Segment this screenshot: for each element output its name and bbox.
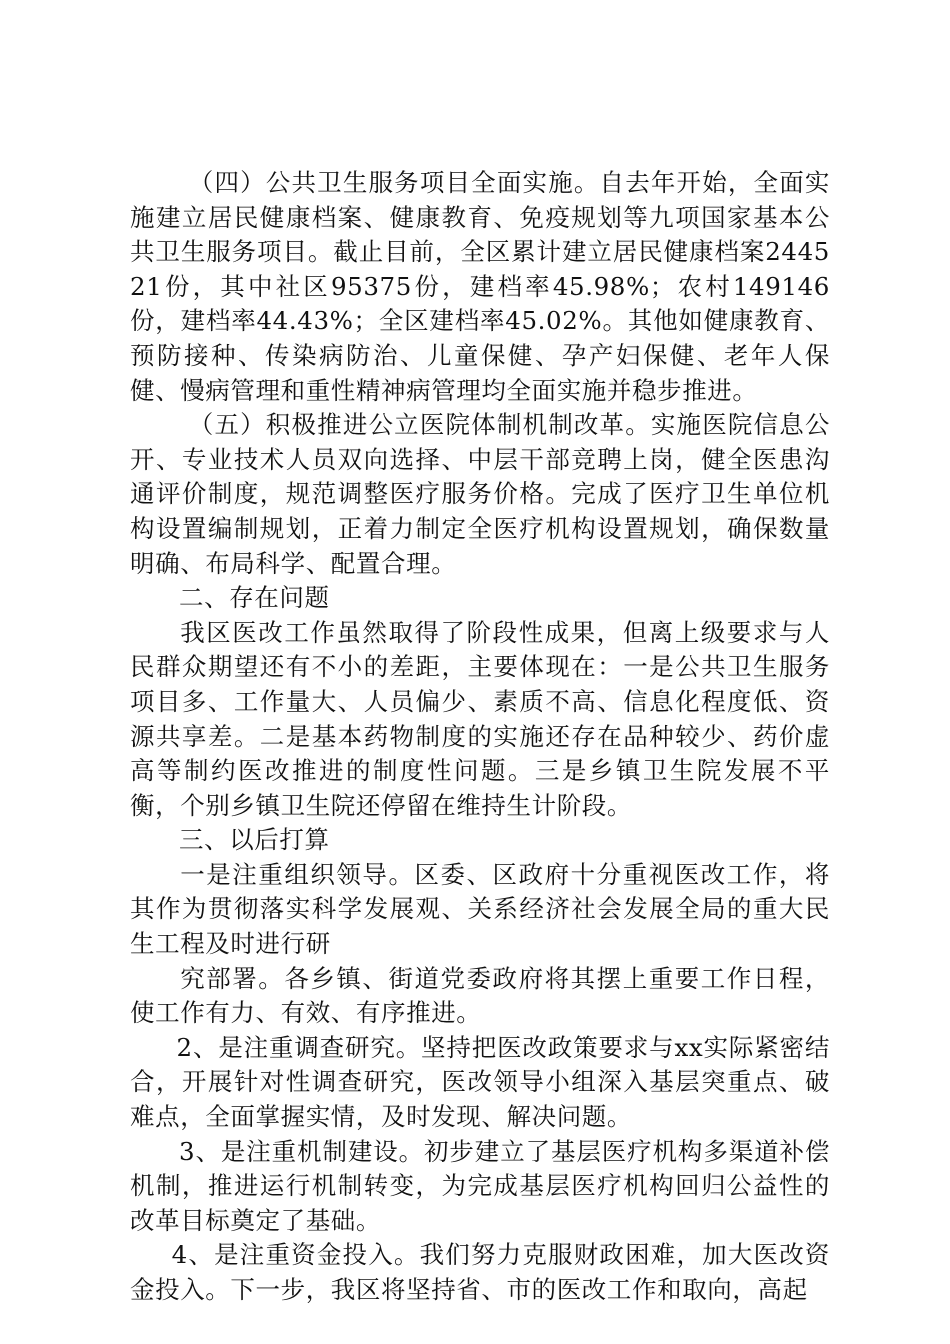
document-body	[130, 166, 830, 1308]
paragraph-hospital-reform: （五）积极推进公立医院体制机制改革。实施医院信息公开、专业技术人员双向选择、中层干部竞聘上岗，健全医患沟通评价制度，规范调整医疗服务价格。完成了医疗卫生单位机构设置编制规划，正着力制定全医疗机构设置规划，确保数量明确、布局科学、配置合理。	[130, 410, 830, 578]
heading-plans: 三、以后打算	[179, 825, 330, 855]
heading-problems: 二、存在问题	[179, 583, 330, 613]
paragraph-plan-funding: 4、是注重资金投入。我们努力克服财政困难，加大医改资金投入。下一步，我区将坚持省、市的医改工作和取向，高起	[130, 1240, 830, 1304]
paragraph-problems: 我区医改工作虽然取得了阶段性成果，但离上级要求与人民群众期望还有不小的差距，主要体现在：一是公共卫生服务项目多、工作量大、人员偏少、素质不高、信息化程度低、资源共享差。二是基本药物制度的实施还存在品种较少、药价虚高等制约医改推进的制度性问题。三是乡镇卫生院发展不平衡，个别乡镇卫生院还停留在维持生计阶段。	[130, 617, 830, 820]
paragraph-plan-leadership: 一是注重组织领导。区委、区政府十分重视医改工作，将其作为贯彻落实科学发展观、关系经济社会发展全局的重大民生工程及时进行研	[130, 859, 830, 959]
paragraph-plan-leadership-continued: 究部署。各乡镇、街道党委政府将其摆上重要工作日程，使工作有力、有效、有序推进。	[130, 963, 830, 1028]
paragraph-public-health: （四）公共卫生服务项目全面实施。自去年开始，全面实施建立居民健康档案、健康教育、免疫规划等九项国家基本公共卫生服务项目。截止目前，全区累计建立居民健康档案244521份，其中社区95375份，建档率45.98%；农村149146份，建档率44.43%；全区建档率45.02%。其他如健康教育、预防接种、传染病防治、儿童保健、孕产妇保健、老年人保健、慢病管理和重性精神病管理均全面实施并稳步推进。	[130, 168, 830, 405]
paragraph-plan-mechanism: 3、是注重机制建设。初步建立了基层医疗机构多渠道补偿机制，推进运行机制转变，为完成基层医疗机构回归公益性的改革目标奠定了基础。	[130, 1136, 830, 1235]
paragraph-plan-research: 2、是注重调查研究。坚持把医改政策要求与xx实际紧密结合，开展针对性调查研究，医改领导小组深入基层突重点、破难点，全面掌握实情，及时发现、解决问题。	[130, 1032, 830, 1132]
